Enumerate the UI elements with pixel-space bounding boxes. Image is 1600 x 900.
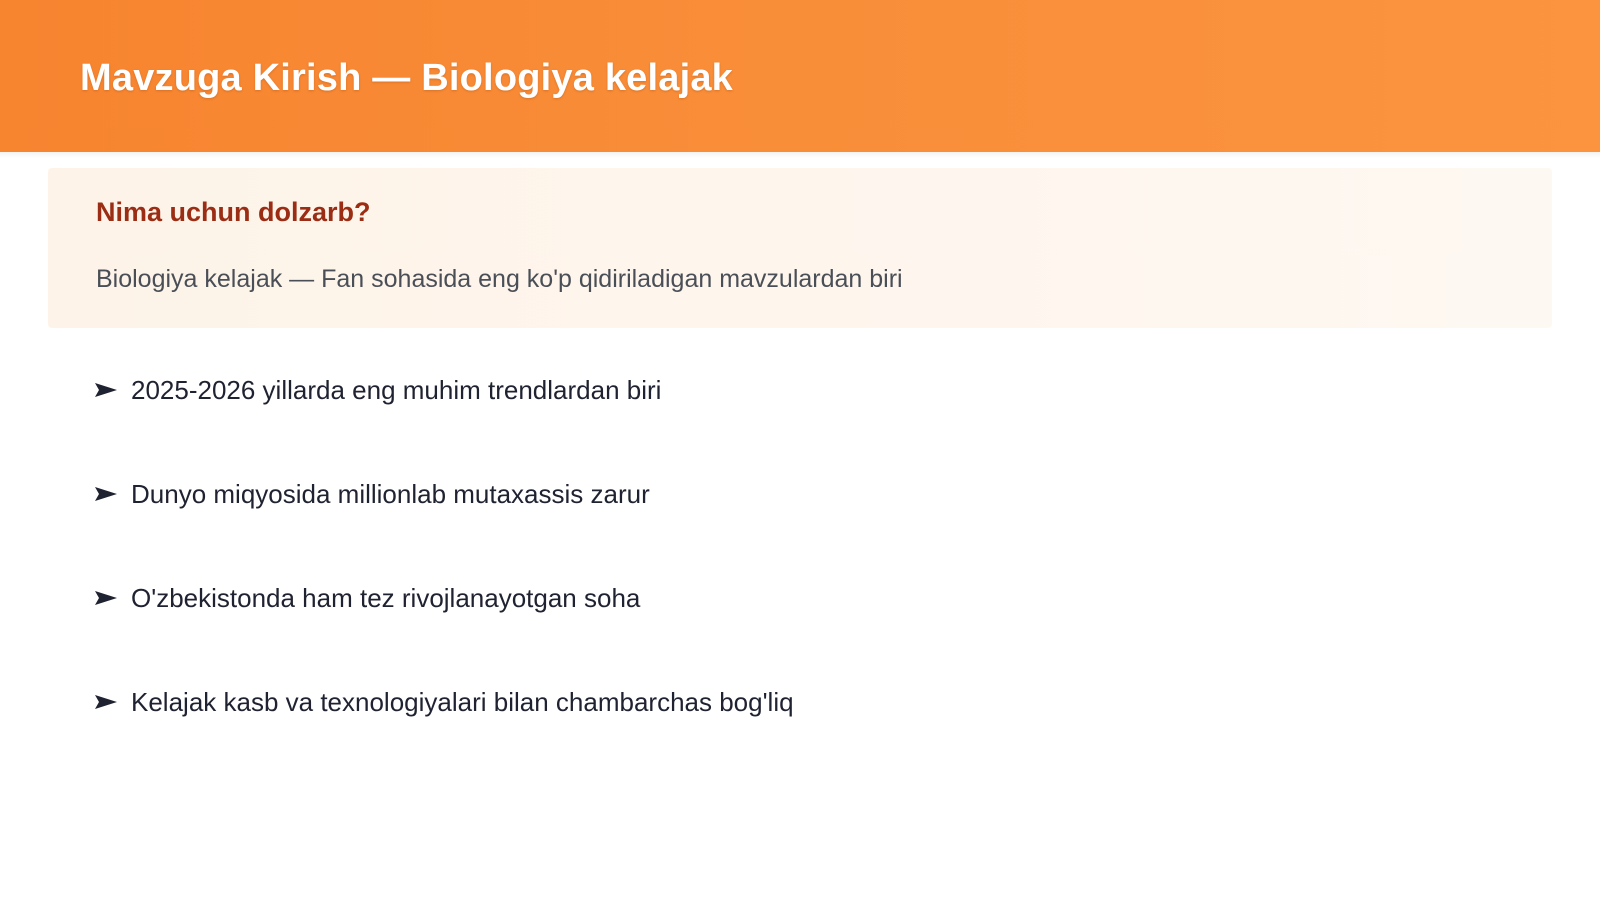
triangle-right-icon <box>95 486 117 502</box>
triangle-right-icon <box>95 694 117 710</box>
card-title: Nima uchun dolzarb? <box>96 197 371 227</box>
highlight-card <box>48 168 1552 328</box>
card-text: Biologiya kelajak — Fan sohasida eng ko'p qidiriladigan mavzulardan biri <box>96 265 903 293</box>
bullet-item <box>95 372 1495 476</box>
slide-header <box>0 0 1600 152</box>
bullet-item <box>95 580 1495 684</box>
triangle-right-icon <box>95 590 117 606</box>
triangle-right-icon <box>95 382 117 398</box>
bullet-text: 2025-2026 yillarda eng muhim trendlardan biri <box>131 375 662 405</box>
bullet-list <box>95 372 1495 788</box>
header-divider <box>0 152 1600 158</box>
bullet-text: O'zbekistonda ham tez rivojlanayotgan soha <box>131 583 641 613</box>
bullet-item <box>95 476 1495 580</box>
slide-title: Mavzuga Kirish — Biologiya kelajak <box>80 57 734 99</box>
bullet-text: Kelajak kasb va texnologiyalari bilan chambarchas bog'liq <box>131 687 794 717</box>
bullet-item <box>95 684 1495 788</box>
bullet-text: Dunyo miqyosida millionlab mutaxassis zarur <box>131 479 650 509</box>
